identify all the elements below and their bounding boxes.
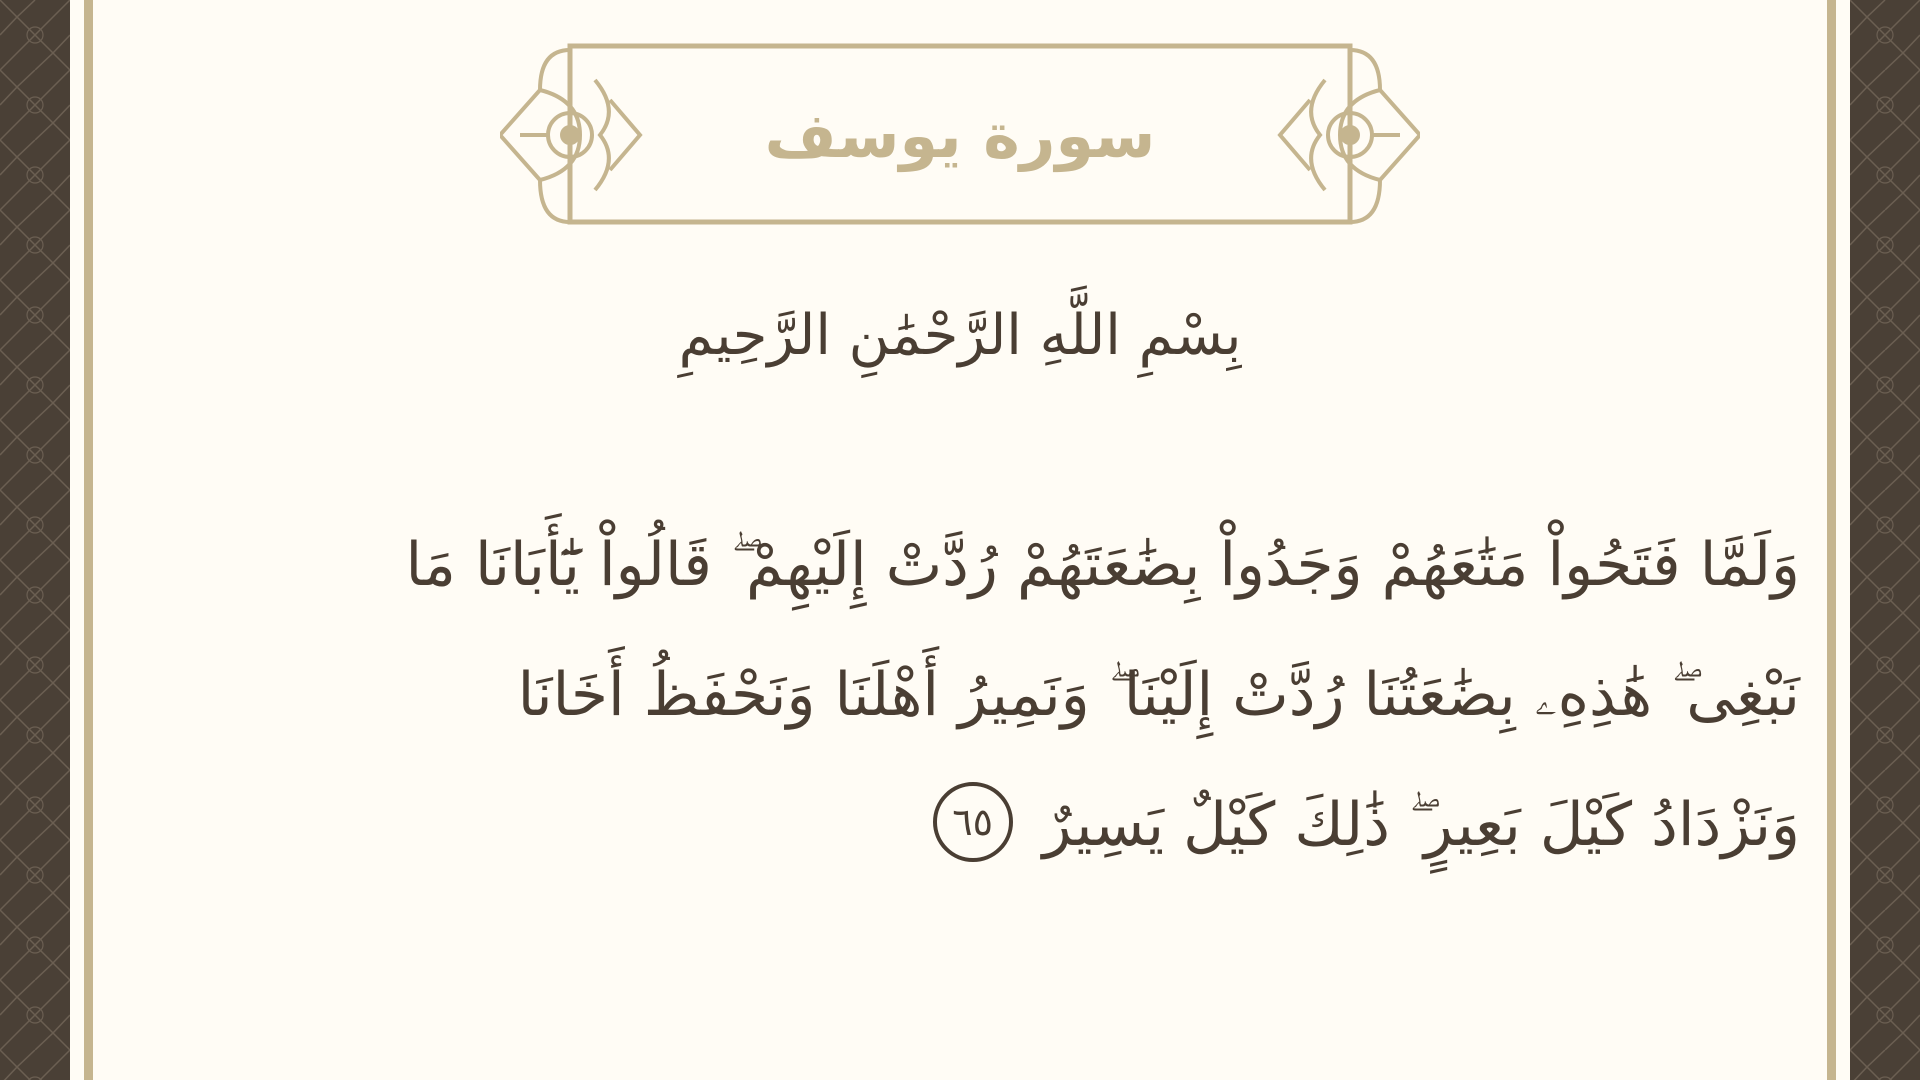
- right-pattern-border: [1850, 0, 1920, 1080]
- verse-line: وَلَمَّا فَتَحُواْ مَتَٰعَهُمْ وَجَدُواْ بِضَٰعَتَهُمْ رُدَّتْ إِلَيْهِمْ ۖ قَالُواْ يَٰٓأَبَانَا مَا: [405, 530, 1800, 600]
- basmala: بِسْمِ اللَّهِ الرَّحْمَٰنِ الرَّحِيمِ: [678, 302, 1242, 368]
- verse-line: نَبْغِى ۖ هَٰذِهِۦ بِضَٰعَتُنَا رُدَّتْ إِلَيْنَا ۖ وَنَمِيرُ أَهْلَنَا وَنَحْفَظُ أَخَانَا: [517, 660, 1800, 730]
- verse-text: [320, 500, 1800, 890]
- geometric-pattern-icon: [0, 0, 70, 1080]
- right-gold-border: [1827, 0, 1836, 1080]
- left-gold-border: [84, 0, 93, 1080]
- ayah-end-circle-icon: ٦٥: [933, 782, 1013, 862]
- surah-header: [500, 40, 1420, 230]
- geometric-pattern-icon: [1850, 0, 1920, 1080]
- verse-line-text: وَنَزْدَادُ كَيْلَ بَعِيرٍ ۖ ذَٰلِكَ كَيْلٌ يَسِيرٌ: [1042, 790, 1800, 860]
- surah-title: سورة يوسف: [764, 98, 1156, 172]
- left-pattern-border: [0, 0, 70, 1080]
- verse-line-last: [320, 760, 1800, 890]
